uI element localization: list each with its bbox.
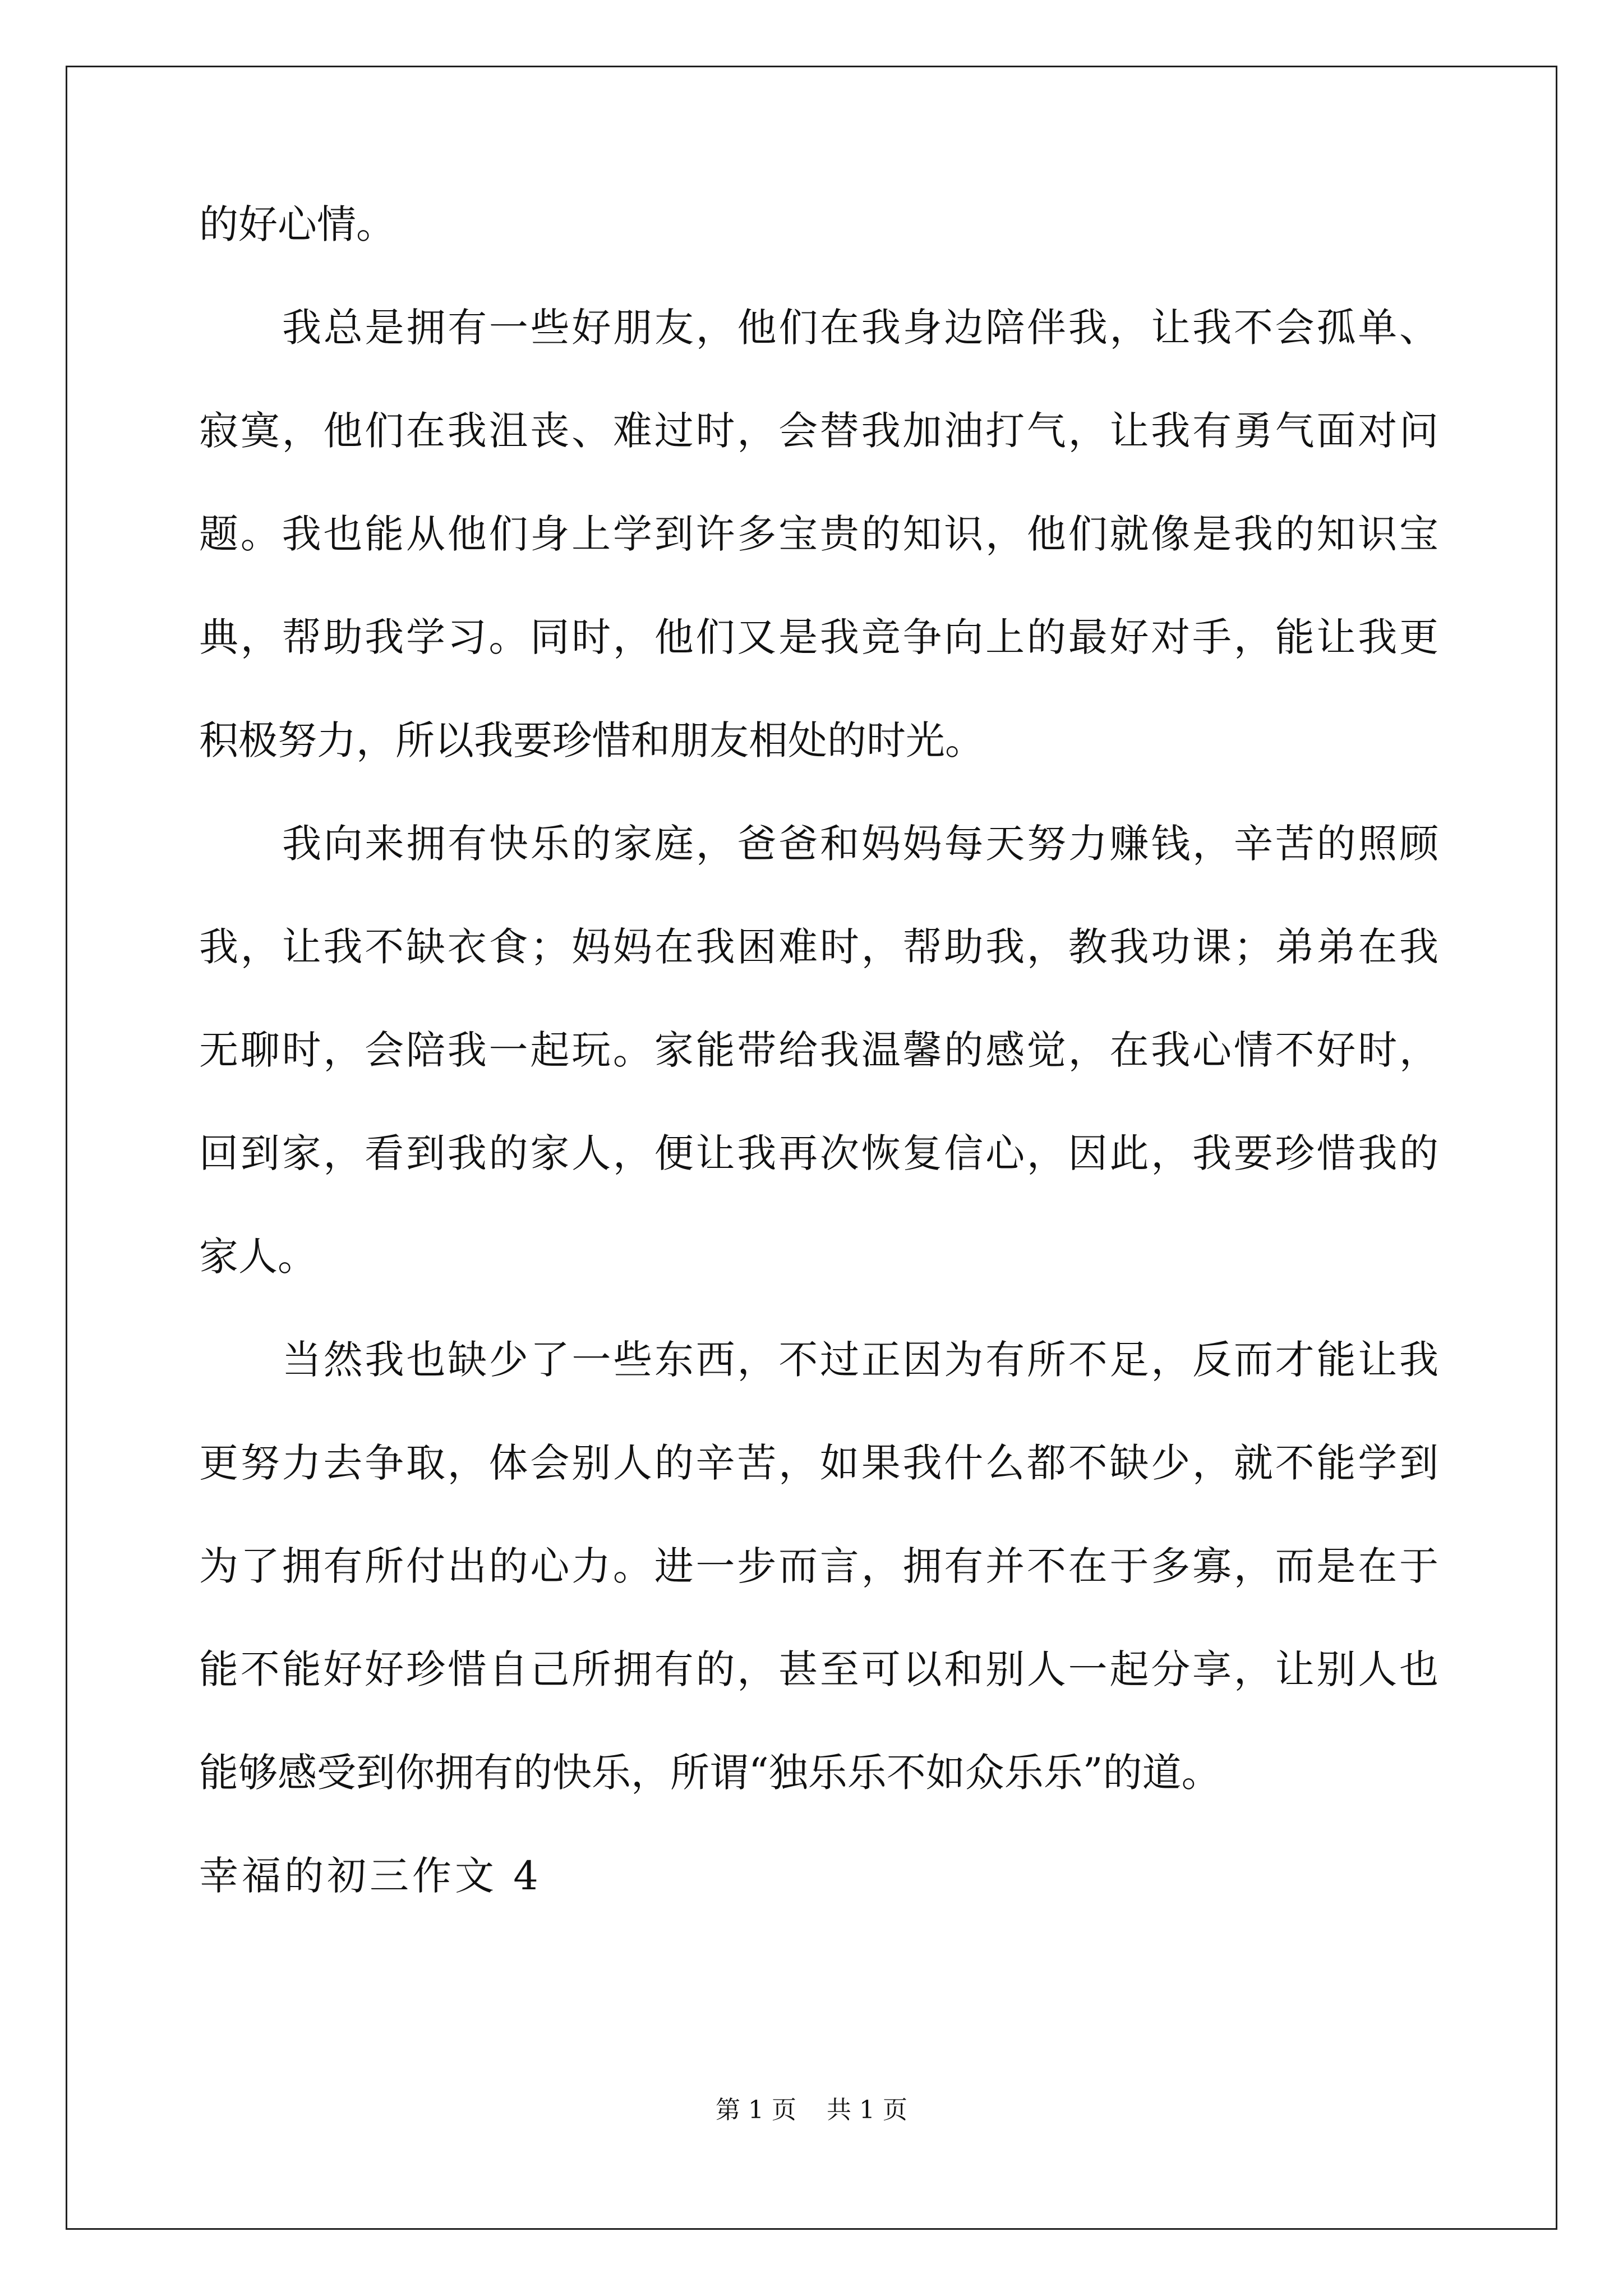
- document-body: [199, 196, 1438, 1951]
- paragraph-lacking-line: 当然我也缺少了一些东西，不过正因为有所不足，反而才能让我: [282, 1337, 1438, 1383]
- paragraph-friends-line: 寂寞，他们在我沮丧、难过时，会替我加油打气，让我有勇气面对问: [199, 408, 1438, 454]
- paragraph-family-line: 无聊时，会陪我一起玩。家能带给我温馨的感觉，在我心情不好时，: [199, 1027, 1438, 1073]
- paragraph-friends-line: 题。我也能从他们身上学到许多宝贵的知识，他们就像是我的知识宝: [199, 511, 1438, 557]
- paragraph-friends-line: 积极努力，所以我要珍惜和朋友相处的时光。: [199, 717, 984, 763]
- page-total: 共 1 页: [827, 2096, 907, 2124]
- paragraph-family-line: 回到家，看到我的家人，便让我再次恢复信心，因此，我要珍惜我的: [199, 1130, 1438, 1176]
- paragraph-lacking-line: 能够感受到你拥有的快乐，所谓“独乐乐不如众乐乐”的道。: [199, 1750, 1221, 1796]
- paragraph-friends-line: 典，帮助我学习。同时，他们又是我竞争向上的最好对手，能让我更: [199, 614, 1438, 660]
- paragraph-friends-line: 我总是拥有一些好朋友，他们在我身边陪伴我，让我不会孤单、: [282, 305, 1438, 351]
- paragraph-lacking-line: 更努力去争取，体会别人的辛苦，如果我什么都不缺少，就不能学到: [199, 1440, 1438, 1486]
- text-line: 的好心情。: [199, 201, 395, 247]
- paragraph-family-line: 我，让我不缺衣食；妈妈在我困难时，帮助我，教我功课；弟弟在我: [199, 924, 1438, 970]
- page-number: 第 1 页: [716, 2096, 796, 2124]
- paragraph-family-line: 我向来拥有快乐的家庭，爸爸和妈妈每天努力赚钱，辛苦的照顾: [282, 821, 1438, 867]
- section-heading: 幸福的初三作文 4: [199, 1853, 542, 1899]
- paragraph-family-line: 家人。: [199, 1234, 317, 1280]
- paragraph-lacking-line: 能不能好好珍惜自己所拥有的，甚至可以和别人一起分享，让别人也: [199, 1646, 1438, 1692]
- page-footer: [0, 2093, 1623, 2127]
- paragraph-lacking-line: 为了拥有所付出的心力。进一步而言，拥有并不在于多寡，而是在于: [199, 1543, 1438, 1589]
